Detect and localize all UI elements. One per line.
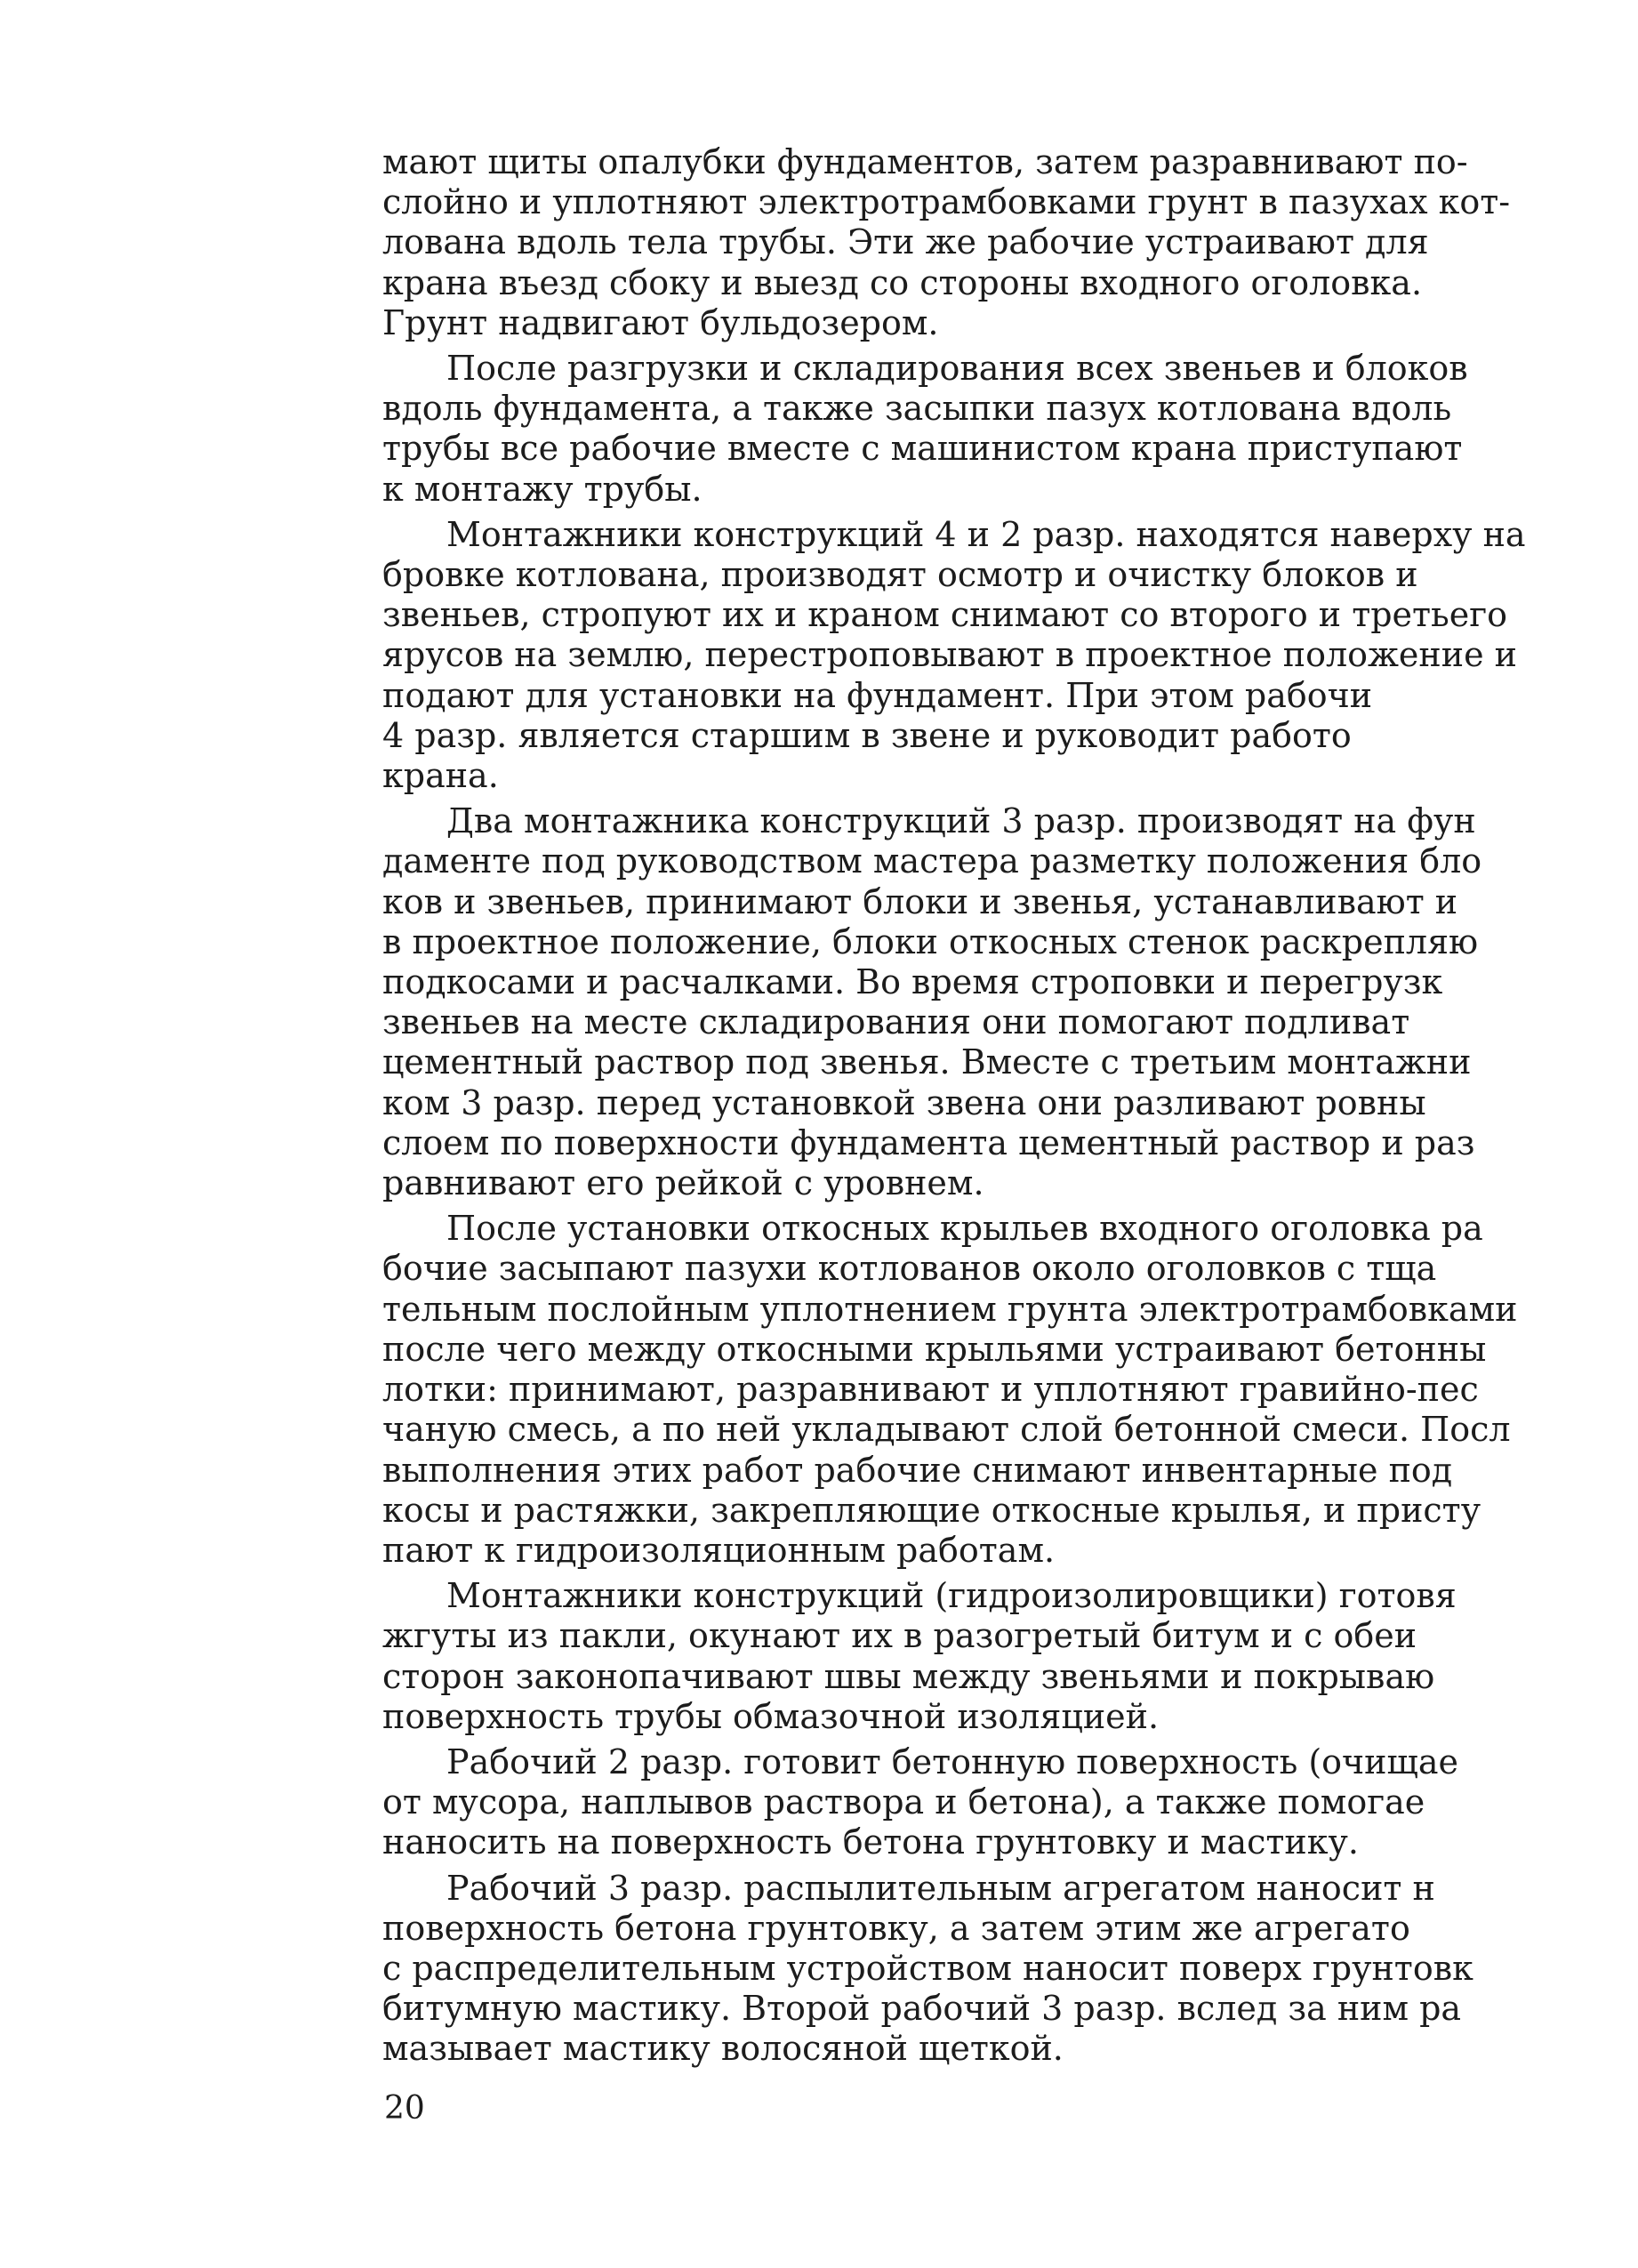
text-line: косы и растяжки, закрепляющие откосные крылья, и присту [382, 1490, 1481, 1530]
paragraph [382, 801, 1503, 1203]
text-line: ярусов на землю, перестроповывают в проектное положение и [382, 635, 1517, 675]
text-line: выполнения этих работ рабочие снимают инвентарные под [382, 1450, 1453, 1490]
text-line: Монтажники конструкций (гидроизолировщики) готовя [446, 1576, 1457, 1616]
text-line: крана въезд сбоку и выезд со стороны входного оголовка. [382, 262, 1423, 302]
paragraph [382, 1576, 1503, 1737]
text-line: Монтажники конструкций 4 и 2 разр. находятся наверху на [446, 514, 1526, 554]
text-line: вдоль фундамента, а также засыпки пазух котлована вдоль [382, 389, 1452, 429]
text-line: бочие засыпают пазухи котлованов около оголовков с тща [382, 1249, 1437, 1289]
text-line: бровке котлована, производят осмотр и очистку блоков и [382, 555, 1418, 595]
text-line: лотки: принимают, разравнивают и уплотняют гравийно-пес [382, 1370, 1479, 1410]
text-line: наносить на поверхность бетона грунтовку и мастику. [382, 1822, 1359, 1862]
text-line: После установки откосных крыльев входного оголовка ра [446, 1209, 1483, 1249]
text-line: поверхность трубы обмазочной изоляцией. [382, 1696, 1160, 1736]
text-line: с распределительным устройством наносит поверх грунтовк [382, 1948, 1473, 1988]
text-line: после чего между откосными крыльями устраивают бетонны [382, 1329, 1487, 1369]
text-line: слойно и уплотняют электротрамбовками грунт в пазухах кот- [382, 182, 1511, 222]
text-line: Рабочий 3 разр. распылительным агрегатом наносит н [446, 1868, 1435, 1908]
text-line: жгуты из пакли, окунают их в разогретый битум и с обеи [382, 1616, 1417, 1656]
text-line: битумную мастику. Второй рабочий 3 разр. вслед за ним ра [382, 1989, 1462, 2029]
text-line: поверхность бетона грунтовку, а затем этим же агрегато [382, 1908, 1410, 1948]
text-line: пают к гидроизоляционным работам. [382, 1530, 1056, 1570]
text-line: в проектное положение, блоки откосных стенок раскрепляю [382, 921, 1479, 961]
text-line: Грунт надвигают бульдозером. [382, 302, 939, 342]
body-text [382, 142, 1526, 2075]
text-line: 4 разр. является старшим в звене и руководит работо [382, 715, 1352, 755]
text-line: трубы все рабочие вместе с машинистом крана приступают [382, 429, 1463, 469]
text-line: сторон законопачивают швы между звеньями и покрываю [382, 1656, 1435, 1696]
text-line: мают щиты опалубки фундаментов, затем разравнивают по- [382, 142, 1468, 181]
page-number: 20 [384, 2090, 425, 2127]
text-line: тельным послойным уплотнением грунта электротрамбовками [382, 1289, 1518, 1329]
text-line: Два монтажника конструкций 3 разр. производят на фун [446, 801, 1476, 841]
text-line: подают для установки на фундамент. При этом рабочи [382, 675, 1373, 715]
text-line: звеньев на месте складирования они помогают подливат [382, 1002, 1410, 1042]
text-line: звеньев, стропуют их и краном снимают со второго и третьего [382, 595, 1508, 635]
paragraph [382, 514, 1526, 796]
text-line: к монтажу трубы. [382, 469, 703, 509]
text-line: чаную смесь, а по ней укладывают слой бетонной смеси. Посл [382, 1410, 1511, 1450]
text-line: крана. [382, 756, 499, 796]
text-line: цементный раствор под звенья. Вместе с третьим монтажни [382, 1042, 1472, 1082]
text-line: мазывает мастику волосяной щеткой. [382, 2029, 1064, 2069]
text-line: подкосами и расчалками. Во время строповки и перегрузк [382, 962, 1443, 1002]
paragraph [382, 1869, 1503, 2070]
text-line: от мусора, наплывов раствора и бетона), а также помогае [382, 1782, 1425, 1822]
text-line: После разгрузки и складирования всех звеньев и блоков [446, 349, 1468, 389]
text-line: даменте под руководством мастера разметку положения бло [382, 841, 1482, 881]
paragraph [382, 1742, 1503, 1863]
text-line: ков и звеньев, принимают блоки и звенья, устанавливают и [382, 881, 1458, 921]
text-line: равнивают его рейкой с уровнем. [382, 1163, 984, 1203]
text-line: Рабочий 2 разр. готовит бетонную поверхность (очищае [446, 1741, 1458, 1781]
text-line: лована вдоль тела трубы. Эти же рабочие устраивают для [382, 222, 1429, 262]
text-line: ком 3 разр. перед установкой звена они разливают ровны [382, 1082, 1426, 1122]
paragraph [382, 1209, 1518, 1571]
paragraph [382, 142, 1511, 343]
text-line: слоем по поверхности фундамента цементный раствор и раз [382, 1122, 1475, 1162]
paragraph [382, 349, 1503, 510]
